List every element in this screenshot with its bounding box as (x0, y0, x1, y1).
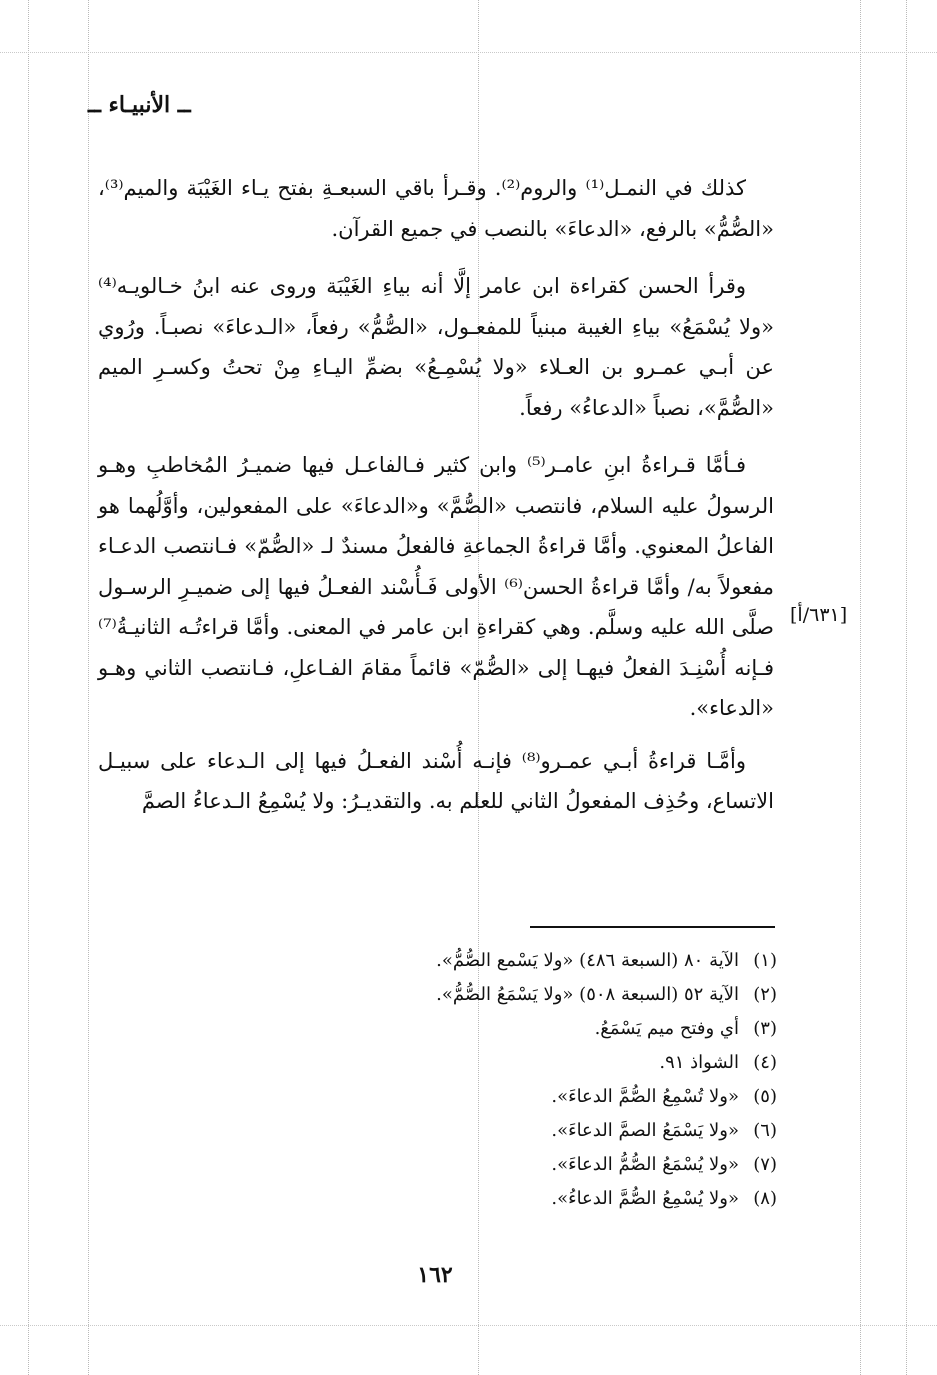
footnote-text: الشواذ ٩١. (659, 1052, 739, 1073)
footnote-number: (٣) (753, 1018, 777, 1039)
footnote-number: (٦) (753, 1120, 777, 1141)
footnote-item (257, 1080, 777, 1114)
scan-guide-line (28, 0, 29, 1375)
scan-guide-line (906, 0, 907, 1375)
footnote-separator (530, 926, 775, 928)
footnote-text: «ولا يُسْمِعُ الصُّمَّ الدعاءُ». (551, 1188, 739, 1209)
footnote-text: الآية ٨٠ (السبعة ٤٨٦) «ولا يَسْمع الصُّمُّ». (436, 950, 739, 971)
footnote-item (257, 1148, 777, 1182)
paragraph-2: وقرأ الحسن كقراءة ابن عامر إلَّا أنه بياءِ الغَيْبَة وروى عنه ابنُ خـالويـه⁽⁴⁾ «ولا يُسْمَعُ» بياءِ الغيبة مبنياً للمفعـول، «الصُّمُّ» رفعاً، «الـدعاءَ» نصبـاً. ورُوي عن أبـي عمـرو بن العـلاء «ولا يُسْمِـعُ» بضمِّ اليـاءِ مِنْ تحتُ وكسـرِ الميم «الصُّمَّ»، نصباً «الدعاءُ» رفعاً. (98, 274, 774, 420)
footnote-number: (٥) (753, 1086, 777, 1107)
scan-guide-line (0, 1325, 937, 1326)
page-number: ١٦٢ (417, 1262, 453, 1288)
running-head: ــ الأنبيـاء ــ (88, 92, 191, 118)
footnote-text: الآية ٥٢ (السبعة ٥٠٨) «ولا يَسْمَعُ الصُّمُّ». (436, 984, 739, 1005)
main-text (98, 168, 774, 822)
footnote-text: «ولا يَسْمَعُ الصمَّ الدعاءَ». (551, 1120, 739, 1141)
footnote-number: (٨) (753, 1188, 777, 1209)
footnote-text: أي وفتح ميم يَسْمَعُ. (594, 1018, 739, 1039)
paragraph-3: فـأمَّا قـراءةُ ابنِ عامـر⁽⁵⁾ وابن كثير فـالفاعـل فيها ضميـرُ المُخاطبِ وهـو الرسولُ عليه السلام، فانتصب «الصُّمَّ» و«الدعاءَ» على المفعولين، وأوَّلُهما هو الفاعلُ المعنوي. وأمَّا قراءةُ الجماعةِ فالفعلُ مسندٌ لـ «الصُّمّ» فـانتصب الدعـاء مفعولاً به/ وأمَّا قراءةُ الحسن⁽⁶⁾ الأولى فَـأُسْند الفعـلُ فيها إلى ضميـرِ الرسـول صلَّى الله عليه وسلَّم. وهي كقراءةِ ابن عامر في المعنى. وأمَّا قراءتُـه الثانيـةُ⁽⁷⁾ فـإنه أُسْنِـدَ الفعلُ فيهـا إلى «الصُّمّ» قائماً مقامَ الفـاعلِ، فـانتصب الثاني وهـو «الدعاء». (98, 453, 774, 720)
scan-guide-line (860, 0, 861, 1375)
footnote-item (257, 1012, 777, 1046)
footnote-item (257, 1046, 777, 1080)
footnote-item (257, 1182, 777, 1216)
scan-guide-line (0, 52, 937, 53)
footnote-number: (٢) (753, 984, 777, 1005)
footnote-item (257, 944, 777, 978)
footnote-list (257, 944, 777, 1216)
paragraph-4: وأمَّـا قراءةُ أبـي عمـرو⁽⁸⁾ فإنـه أُسْند الفعـلُ فيها إلى الـدعاء على سبيـل الاتساع، وحُذِف المفعولُ الثاني للعلم به. والتقديـرُ: ولا يُسْمِعُ الـدعاءُ الصمَّ (98, 748, 774, 813)
footnote-text: «ولا تُسْمِعُ الصُّمَّ الدعاءَ». (551, 1086, 739, 1107)
footnote-item (257, 1114, 777, 1148)
paragraph-1: كذلك في النمـل⁽¹⁾ والروم⁽²⁾. وقـرأ باقي السبعـةِ بفتح يـاء الغَيْبَة والميم⁽³⁾، «الصُّمُّ» بالرفع، «الدعاءَ» بالنصب في جميع القرآن. (98, 176, 774, 241)
scan-guide-line (88, 0, 89, 1375)
footnote-text: «ولا يُسْمَعُ الصُّمُّ الدعاءَ». (551, 1154, 739, 1175)
footnote-number: (١) (753, 950, 777, 971)
footnote-item (257, 978, 777, 1012)
manuscript-folio-marker: [٦٣١/أ] (790, 604, 848, 626)
footnote-number: (٧) (753, 1154, 777, 1175)
footnote-number: (٤) (753, 1052, 777, 1073)
